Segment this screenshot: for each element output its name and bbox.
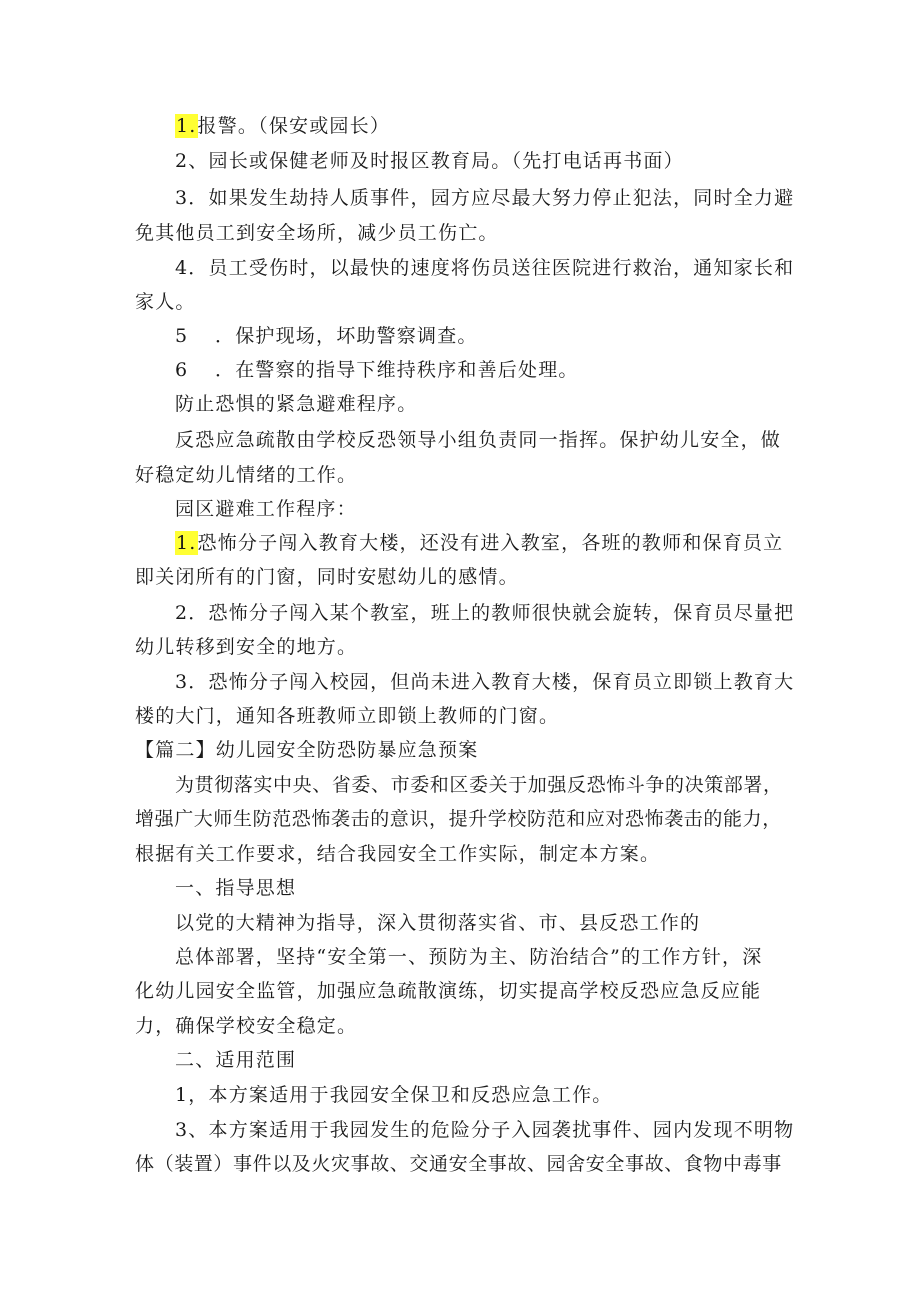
step-1-alarm xyxy=(175,114,390,138)
step-4-injury-line-2: 家人。 xyxy=(135,291,196,313)
step-6-maintain-order xyxy=(175,358,579,382)
step-number: 5 xyxy=(175,325,189,347)
step-5-protect-scene xyxy=(175,324,478,348)
step-3-hostage-line-1: 3．如果发生劫持人质事件，园方应尽最大努力停止犯法，同时全力避 xyxy=(175,187,795,209)
guiding-paragraph-line-2: 总体部署，坚持“安全第一、预防为主、防治结合”的工作方针，深 xyxy=(175,946,763,968)
section-guiding-ideology: 一、指导思想 xyxy=(175,877,297,899)
scope-item-3-line-2: 体（装置）事件以及火灾事故、交通安全事故、园舍安全事故、食物中毒事 xyxy=(135,1153,782,1175)
evacuation-paragraph-line-2: 好稳定幼儿情绪的工作。 xyxy=(135,464,358,486)
scope-item-1: 1，本方案适用于我园安全保卫和反恐应急工作。 xyxy=(175,1084,613,1106)
shelter-step-1-line-2: 即关闭所有的门窗，同时安慰幼儿的感情。 xyxy=(135,566,519,588)
shelter-step-3-line-2: 楼的大门，通知各班教师立即锁上教师的门窗。 xyxy=(135,705,560,727)
shelter-step-1-line-1 xyxy=(175,531,783,555)
guiding-paragraph-line-3: 化幼儿园安全监管，加强应急疏散演练，切实提高学校反恐应急反应能 xyxy=(135,980,762,1002)
highlighted-number: 1. xyxy=(176,532,197,554)
highlighted-number: 1. xyxy=(176,115,197,137)
evacuation-paragraph-line-1: 反恐应急疏散由学校反恐领导小组负责同一指挥。保护幼儿安全，做 xyxy=(175,429,782,451)
shelter-step-2-line-2: 幼儿转移到安全的地方。 xyxy=(135,636,358,658)
intro-paragraph-line-2: 增强广大师生防范恐怖袭击的意识，提升学校防范和应对恐怖袭击的能力， xyxy=(135,808,782,830)
step-text: 报警。（保安或园长） xyxy=(197,115,391,137)
intro-paragraph-line-3: 根据有关工作要求，结合我园安全工作实际，制定本方案。 xyxy=(135,843,661,865)
shelter-step-2-line-1: 2．恐怖分子闯入某个教室，班上的教师很快就会旋转，保育员尽量把 xyxy=(175,602,795,624)
step-3-hostage-line-2: 免其他员工到安全场所，减少员工伤亡。 xyxy=(135,222,499,244)
step-4-injury-line-1: 4．员工受伤时，以最快的速度将伤员送往医院进行救治，通知家长和 xyxy=(175,257,795,279)
scope-item-3-line-1: 3、本方案适用于我园发生的危险分子入园袭扰事件、园内发现不明物 xyxy=(175,1119,795,1141)
step-text: 恐怖分子闯入教育大楼，还没有进入教室，各班的教师和保育员立 xyxy=(197,532,784,554)
part-two-title: 【篇二】幼儿园安全防恐防暴应急预案 xyxy=(135,739,479,761)
step-number: 6 xyxy=(175,359,189,381)
emergency-procedure-heading: 防止恐惧的紧急避难程序。 xyxy=(175,393,418,415)
section-scope: 二、适用范围 xyxy=(175,1049,297,1071)
step-2-report: 2、园长或保健老师及时报区教育局。（先打电话再书面） xyxy=(175,150,684,172)
intro-paragraph-line-1: 为贯彻落实中央、省委、市委和区委关于加强反恐怖斗争的决策部署， xyxy=(175,774,783,796)
guiding-paragraph-line-4: 力，确保学校安全稳定。 xyxy=(135,1015,358,1037)
guiding-paragraph-line-1: 以党的大精神为指导，深入贯彻落实省、市、县反恐工作的 xyxy=(175,912,701,934)
step-text: ．保护现场，坏助警察调查。 xyxy=(215,325,478,347)
shelter-step-3-line-1: 3．恐怖分子闯入校园，但尚未进入教育大楼，保育员立即锁上教育大 xyxy=(175,671,795,693)
step-text: ．在警察的指导下维持秩序和善后处理。 xyxy=(215,359,579,381)
shelter-procedure-heading: 园区避难工作程序： xyxy=(175,498,357,520)
